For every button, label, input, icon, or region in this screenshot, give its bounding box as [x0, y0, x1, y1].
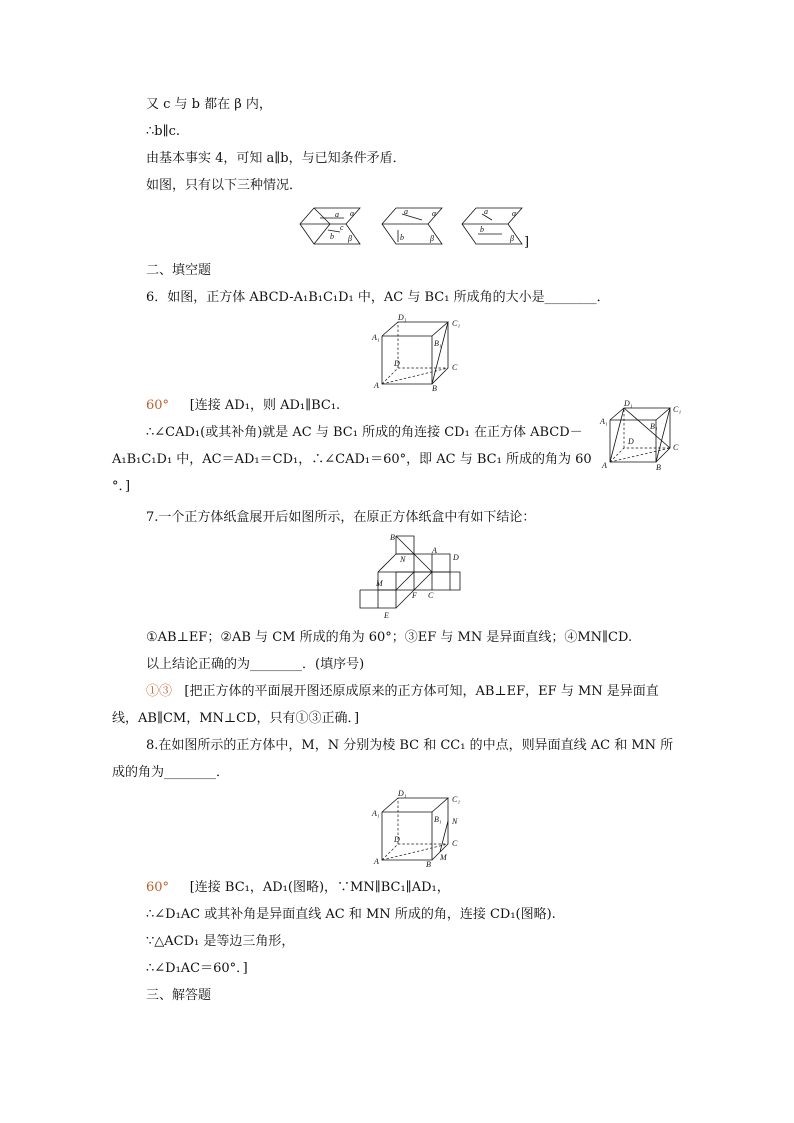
net-label: M — [376, 579, 383, 588]
vertex-label: D — [628, 437, 634, 446]
plane-label: b — [330, 232, 334, 241]
cube-figure-q6-solution — [600, 399, 682, 472]
vertex-label: B — [426, 860, 431, 869]
plane-case-2 — [382, 207, 442, 244]
q8-explanation: ∴∠D₁AC＝60°．] — [146, 961, 248, 976]
q6-answer-line: 60° [连接 AD₁，则 AD₁∥BC₁. — [146, 398, 341, 413]
plane-case-3 — [462, 207, 522, 244]
cube-net-figure — [360, 533, 466, 620]
vertex-label: C₁ — [452, 795, 461, 804]
plane-label: b — [400, 233, 404, 242]
vertex-label: A₁ — [372, 333, 380, 342]
text-line: 如图，只有以下三种情况． — [146, 178, 303, 193]
vertex-label: C — [452, 839, 458, 848]
plane-label: β — [348, 234, 352, 243]
q6-stem: 6．如图，正方体 ABCD-A₁B₁C₁D₁ 中，AC 与 BC₁ 所成角的大小是________． — [146, 290, 610, 305]
vertex-label: B₁ — [434, 815, 442, 824]
plane-label: a — [335, 210, 339, 219]
vertex-label: C₁ — [452, 319, 461, 328]
vertex-label: C — [452, 363, 458, 372]
plane-label: β — [430, 234, 434, 243]
vertex-label: D₁ — [398, 789, 407, 798]
vertex-label: B — [432, 384, 437, 393]
q6-explanation: ∴∠CAD₁(或其补角)就是 AC 与 BC₁ 所成的角连接 CD₁ 在正方体 ABCD－ — [146, 425, 583, 440]
planes-figure — [300, 206, 530, 250]
net-label: E — [384, 611, 389, 620]
vertex-label: D — [394, 359, 400, 368]
q8-explanation: ∴∠D₁AC 或其补角是异面直线 AC 和 MN 所成的角，连接 CD₁(图略). — [146, 907, 556, 922]
q8-answer-line: 60° [连接 BC₁，AD₁(图略)，∵MN∥BC₁∥AD₁， — [146, 880, 450, 895]
net-label: N — [400, 555, 406, 564]
vertex-label: B₁ — [650, 422, 658, 431]
q6-explanation: °．] — [112, 479, 131, 494]
q6-explanation: A₁B₁C₁D₁ 中，AC＝AD₁＝CD₁，∴∠CAD₁＝60°，即 AC 与 BC₁ 所成的角为 60 — [112, 452, 592, 467]
text-line: ∴b∥c. — [146, 124, 181, 139]
section-heading-solve: 三、解答题 — [146, 988, 212, 1003]
plane-label: α — [512, 209, 517, 218]
vertex-label: A₁ — [600, 417, 608, 426]
net-label: C — [428, 591, 434, 600]
q7-explanation: 线，AB∥CM，MN⊥CD，只有①③正确．] — [112, 711, 360, 726]
plane-label: α — [432, 209, 437, 218]
plane-label: α — [350, 209, 355, 218]
vertex-label: D₁ — [398, 313, 407, 322]
net-label: B — [390, 533, 395, 542]
plane-label: b — [480, 225, 484, 234]
plane-case-1 — [300, 208, 360, 244]
net-label: A — [432, 546, 437, 555]
plane-label: c — [340, 223, 344, 232]
vertex-label: B — [656, 463, 661, 472]
q8-stem: 8.在如图所示的正方体中，M，N 分别为棱 BC 和 CC₁ 的中点，则异面直线 AC 和 MN 所 — [146, 738, 674, 753]
plane-label: a — [484, 207, 488, 216]
net-label: F — [412, 591, 417, 600]
vertex-label: B₁ — [434, 339, 442, 348]
plane-label: a — [404, 207, 408, 216]
q8-explanation: ∵△ACD₁ 是等边三角形， — [146, 934, 295, 949]
q8-stem: 成的角为________． — [112, 765, 230, 780]
section-heading-fill: 二、填空题 — [146, 263, 212, 278]
q7-question: 以上结论正确的为________．(填序号) — [146, 657, 365, 672]
vertex-label: A — [602, 461, 607, 470]
vertex-label: M — [440, 853, 447, 862]
cube-figure-q8 — [370, 789, 462, 869]
vertex-label: D — [394, 835, 400, 844]
vertex-label: N — [452, 817, 458, 826]
vertex-label: C₁ — [673, 405, 682, 414]
cube-figure-q6 — [370, 313, 462, 393]
q7-answer-line: ①③ [把正方体的平面展开图还原成原来的正方体可知，AB⊥EF，EF 与 MN 是异面直 — [146, 684, 659, 699]
vertex-label: D₁ — [624, 399, 633, 408]
text-line: 由基本事实 4，可知 a∥b，与已知条件矛盾． — [146, 151, 406, 166]
plane-label: β — [510, 234, 514, 243]
vertex-label: A — [374, 381, 379, 390]
q7-statements: ①AB⊥EF；②AB 与 CM 所成的角为 60°；③EF 与 MN 是异面直线；④MN∥CD. — [146, 630, 633, 645]
vertex-label: A₁ — [372, 809, 380, 818]
text-line: 又 c 与 b 都在 β 内， — [146, 97, 272, 112]
vertex-label: C — [673, 443, 679, 452]
vertex-label: A — [374, 857, 379, 866]
q7-stem: 7.一个正方体纸盒展开后如图所示，在原正方体纸盒中有如下结论： — [146, 510, 536, 525]
net-label: D — [453, 553, 459, 562]
closing-bracket: ] — [524, 235, 530, 250]
